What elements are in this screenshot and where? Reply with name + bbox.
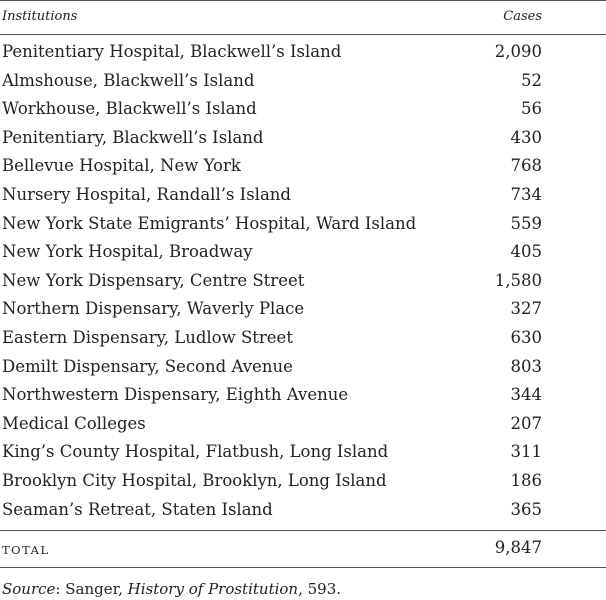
- row-cases: 559: [510, 213, 542, 233]
- row-institution: Northern Dispensary, Waverly Place: [2, 299, 305, 319]
- row-cases: 52: [521, 70, 542, 90]
- row-cases: 56: [521, 99, 542, 119]
- row-cases: 803: [510, 356, 542, 376]
- row-cases: 405: [510, 242, 542, 262]
- row-institution: New York Dispensary, Centre Street: [2, 270, 305, 290]
- source-page: , 593.: [298, 580, 342, 598]
- row-cases: 768: [510, 156, 542, 176]
- total-value: 9,847: [494, 538, 542, 557]
- row-institution: Almshouse, Blackwell’s Island: [2, 70, 255, 90]
- row-institution: New York Hospital, Broadway: [2, 242, 253, 262]
- row-cases: 311: [510, 442, 542, 462]
- row-institution: Workhouse, Blackwell’s Island: [2, 99, 257, 119]
- row-cases: 1,580: [494, 270, 542, 290]
- footer-rule: [0, 567, 606, 568]
- row-cases: 365: [510, 499, 542, 519]
- row-institution: Penitentiary Hospital, Blackwell’s Island: [2, 42, 342, 61]
- row-cases: 344: [510, 385, 542, 405]
- row-cases: 734: [510, 185, 542, 204]
- row-institution: Penitentiary, Blackwell’s Island: [2, 127, 264, 147]
- row-institution: New York State Emigrants’ Hospital, Ward Island: [2, 213, 417, 233]
- source-title: History of Prostitution: [127, 580, 299, 598]
- row-institution: Brooklyn City Hospital, Brooklyn, Long Island: [2, 471, 387, 490]
- row-cases: 186: [510, 471, 542, 490]
- body-end-rule: [0, 530, 606, 531]
- row-institution: Northwestern Dispensary, Eighth Avenue: [2, 385, 349, 405]
- row-institution: Nursery Hospital, Randall’s Island: [2, 185, 291, 204]
- header-cases: Cases: [503, 9, 542, 24]
- row-cases: 207: [510, 413, 542, 433]
- source-note: [2, 580, 341, 598]
- row-cases: 430: [510, 127, 542, 147]
- top-rule: [0, 0, 606, 1]
- row-cases: 2,090: [494, 42, 542, 61]
- row-institution: Bellevue Hospital, New York: [2, 156, 241, 176]
- row-cases: 630: [510, 328, 542, 347]
- row-institution: King’s County Hospital, Flatbush, Long Island: [2, 442, 389, 462]
- row-cases: 327: [510, 299, 542, 319]
- total-label: TOTAL: [2, 543, 50, 557]
- source-label: Source: [2, 580, 56, 598]
- row-institution: Demilt Dispensary, Second Avenue: [2, 356, 293, 376]
- row-institution: Medical Colleges: [2, 413, 146, 433]
- row-institution: Eastern Dispensary, Ludlow Street: [2, 328, 293, 347]
- source-separator: : Sanger,: [55, 580, 128, 598]
- row-institution: Seaman’s Retreat, Staten Island: [2, 499, 273, 519]
- header-institutions: Institutions: [2, 9, 78, 24]
- header-rule: [0, 34, 606, 35]
